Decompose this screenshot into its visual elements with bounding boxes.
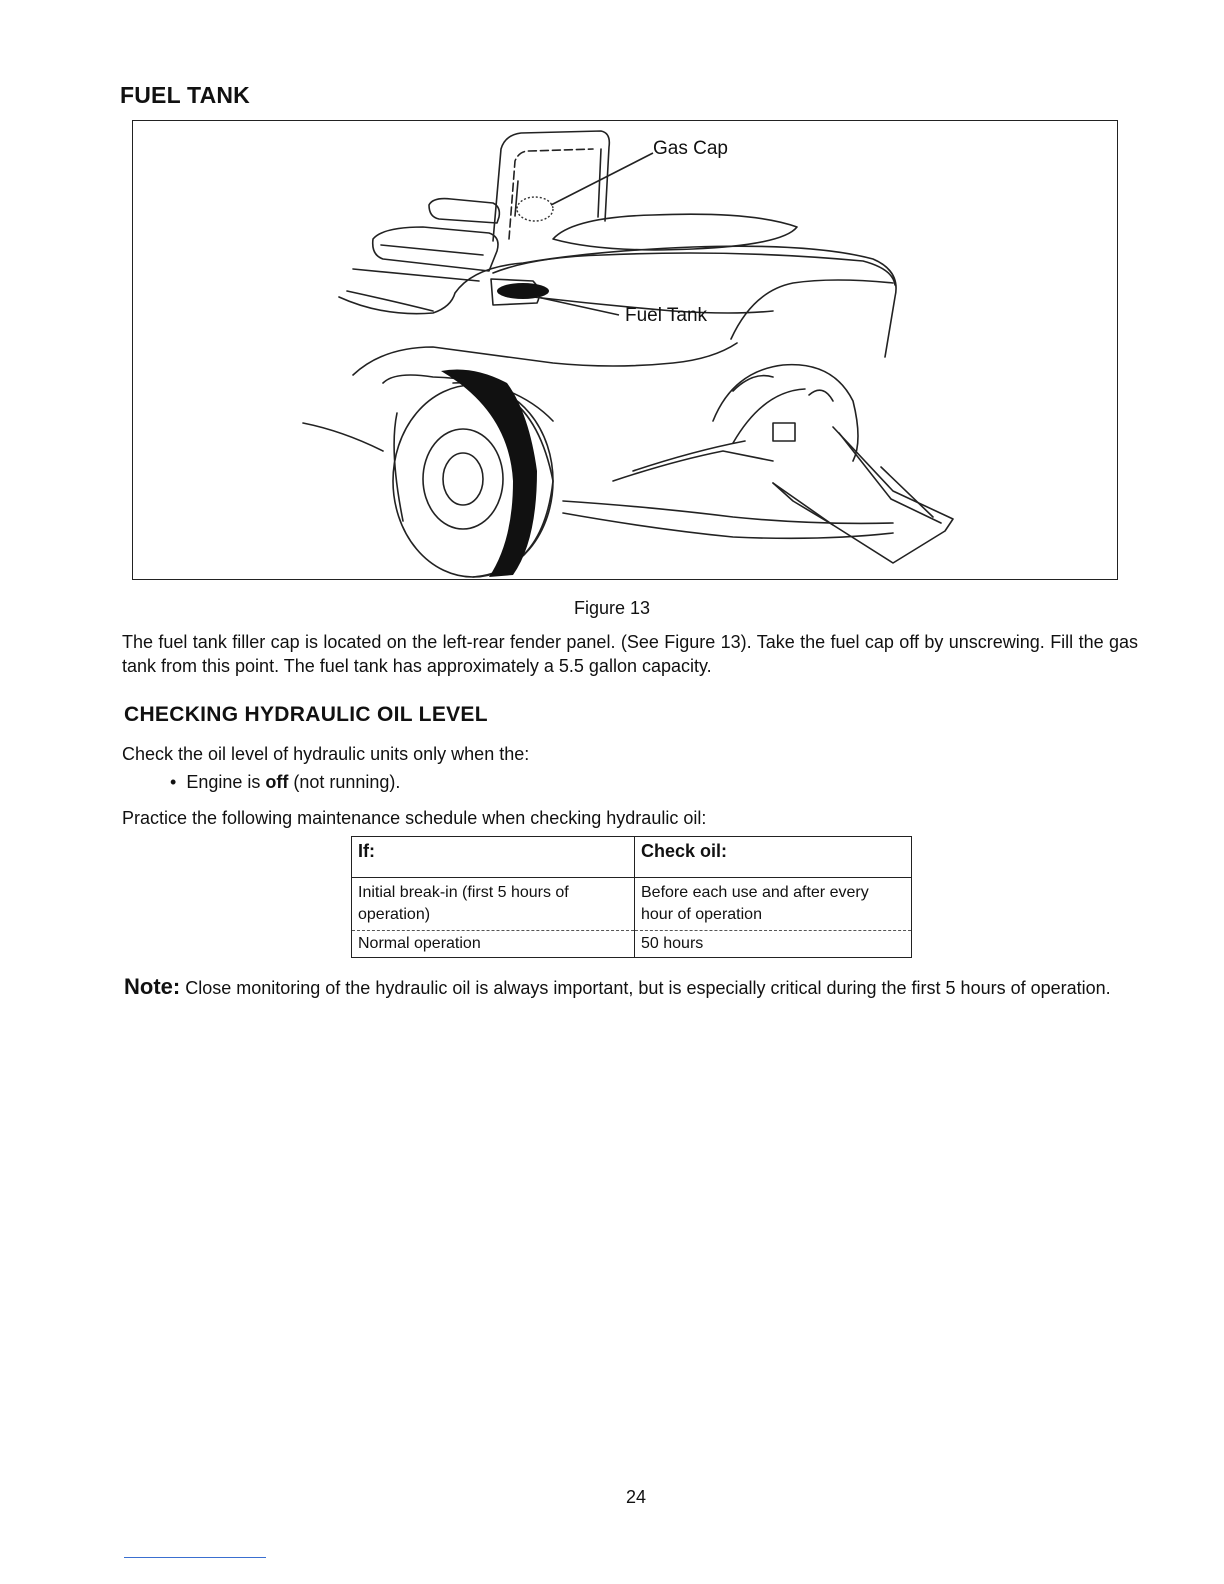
table-row — [352, 878, 912, 931]
column-header-if: If: — [352, 837, 635, 878]
table-header-row — [352, 837, 912, 878]
note-label: Note: — [124, 974, 181, 999]
note-text: Close monitoring of the hydraulic oil is always important, but is especially critical during the first 5 hours of operation. — [180, 978, 1111, 998]
table-cell: Before each use and after every hour of operation — [635, 878, 912, 931]
tractor-illustration — [133, 121, 1119, 581]
hydraulic-intro: Check the oil level of hydraulic units only when the: — [122, 744, 530, 764]
bullet-dot: • — [170, 772, 187, 792]
gas-cap-callout: Gas Cap — [653, 138, 728, 159]
page-number: 24 — [625, 1487, 647, 1507]
bullet-bold: off — [265, 772, 289, 792]
figure-caption: Figure 13 — [573, 598, 651, 618]
fuel-tank-paragraph: The fuel tank filler cap is located on the left-rear fender panel. (See Figure 13). Take the fuel cap off by unscrewing. Fill the gas tank from this point. The fuel tank has approximately a 5.5 gallon capacity. — [122, 632, 1138, 676]
schedule-intro: Practice the following maintenance schedule when checking hydraulic oil: — [122, 808, 707, 828]
figure-13-frame — [132, 120, 1118, 580]
bullet-suffix: (not running). — [288, 772, 401, 792]
maintenance-schedule-table — [351, 836, 912, 958]
table-cell: Normal operation — [352, 931, 635, 958]
column-header-check-oil: Check oil: — [635, 837, 912, 878]
hydraulic-heading: CHECKING HYDRAULIC OIL LEVEL — [124, 703, 488, 726]
bullet-item — [170, 772, 400, 793]
footer-rule — [124, 1557, 266, 1558]
fuel-tank-callout: Fuel Tank — [625, 305, 708, 326]
bullet-prefix: Engine is — [186, 772, 266, 792]
table-cell: 50 hours — [635, 931, 912, 958]
table-cell: Initial break-in (first 5 hours of operation) — [352, 878, 635, 931]
fuel-tank-heading: FUEL TANK — [120, 82, 250, 108]
note-paragraph — [124, 973, 1140, 1002]
table-row — [352, 931, 912, 958]
